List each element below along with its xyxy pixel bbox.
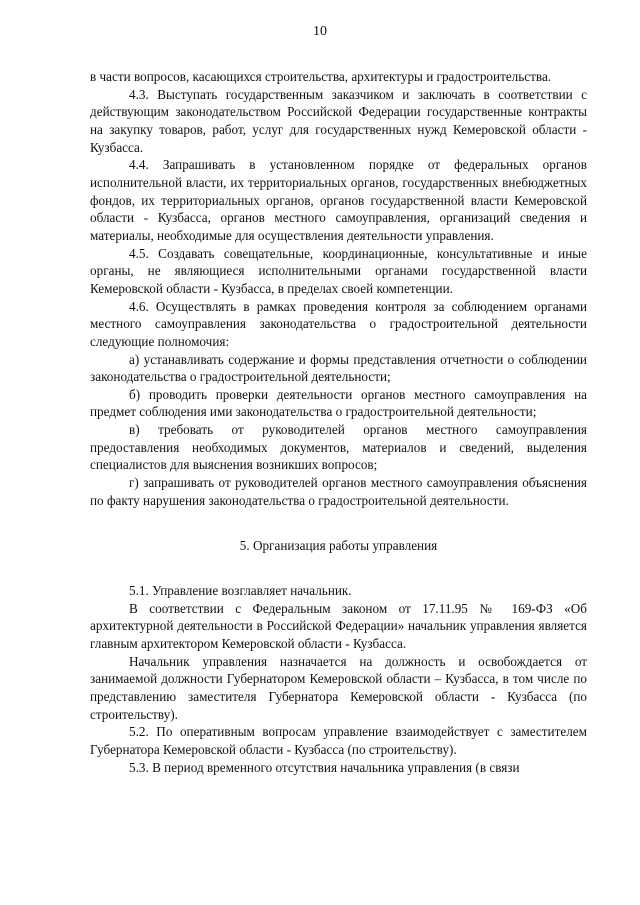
paragraph-5-1: 5.1. Управление возглавляет начальник.	[129, 583, 352, 599]
paragraph-4-5: 4.5. Создавать совещательные, координационные, консультативные и иные органы, не являющиеся исполнительными органами государственной власти Кемеровской области - Кузбасса, в пределах своей компетенции.	[90, 245, 587, 296]
list-item-g: г) запрашивать от руководителей органов местного самоуправления объяснения по факту нарушения законодательства о градостроительной деятельности.	[90, 475, 587, 508]
paragraph-4-3: 4.3. Выступать государственным заказчиком и заключать в соответствии с действующим законодательством Российской Федерации государственные контракты на закупку товаров, работ, услуг для государственных нужд Кемеровской области - Кузбасса.	[90, 86, 587, 155]
paragraph-4-4: 4.4. Запрашивать в установленном порядке от федеральных органов исполнительной власти, их территориальных органов, государственных внебюджетных фондов, их территориальных органов, органов государственной власти Кемеровской области - Кузбасса, органов местного самоуправления, организаций сведения и материалы, необходимые для осуществления деятельности управления.	[90, 157, 587, 243]
paragraph-5-3: 5.3. В период временного отсутствия начальника управления (в связи	[129, 759, 520, 775]
list-item-b: б) проводить проверки деятельности органов местного самоуправления на предмет соблюдения ими законодательства о градостроительной деятельности;	[90, 386, 587, 420]
paragraph-continuation: в части вопросов, касающихся строительства, архитектуры и градостроительства.	[90, 69, 552, 84]
list-item-a: а) устанавливать содержание и формы представления отчетности о соблюдении законодательства о градостроительной деятельности;	[90, 351, 587, 385]
paragraph-4-6: 4.6. Осуществлять в рамках проведения контроля за соблюдением органами местного самоуправления законодательства о градостроительной деятельности следующие полномочия:	[90, 298, 587, 349]
paragraph-federal-law: В соответствии с Федеральным законом от 17.11.95 № 169-ФЗ «Об архитектурной деятельности в Российской Федерации» начальник управления является главным архитектором Кемеровской области - Кузбасса.	[90, 600, 587, 652]
list-item-v: в) требовать от руководителей органов местного самоуправления предоставления необходимых документов, материалов и сведений, выделения специалистов для выяснения возникших вопросов;	[90, 422, 587, 473]
paragraph-5-2: 5.2. По оперативным вопросам управление взаимодействует с заместителем Губернатора Кемеровской области - Кузбасса (по строительству).	[90, 724, 587, 757]
page-number: 10	[313, 24, 327, 39]
paragraph-appointment: Начальник управления назначается на должность и освобождается от занимаемой должности Губернатором Кемеровской области – Кузбасса, в том числе по представлению заместителя Губернатора Кемеровской области - Кузбасса (по строительству).	[90, 653, 587, 722]
document-body	[90, 68, 587, 776]
section-heading: 5. Организация работы управления	[239, 538, 438, 554]
